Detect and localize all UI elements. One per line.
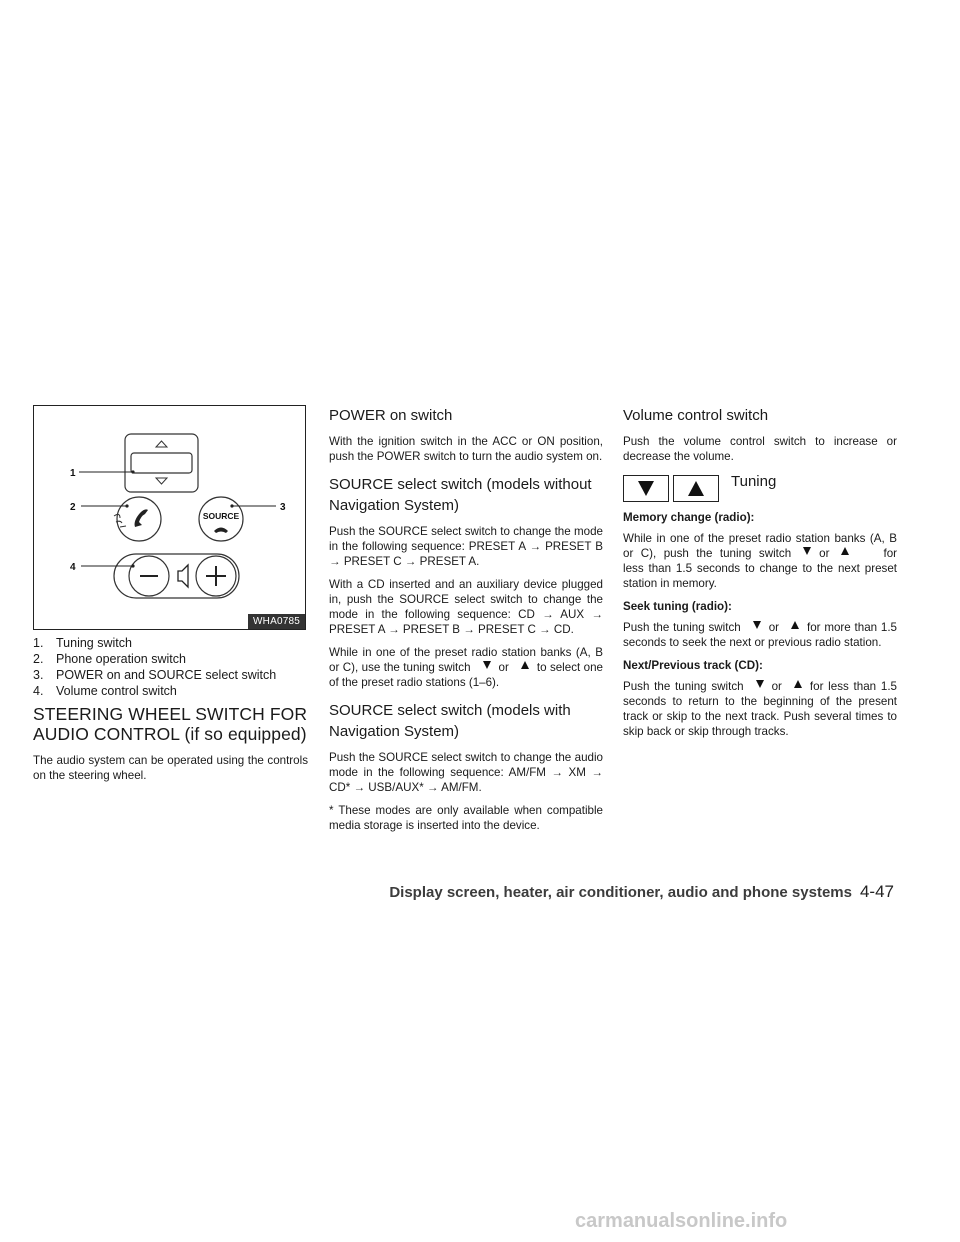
figure-legend (33, 635, 308, 699)
source-no-nav-paragraph-3 (329, 645, 603, 690)
tuning-header (623, 472, 897, 504)
track-paragraph (623, 679, 897, 739)
legend-text: Phone operation switch (56, 652, 186, 666)
tuning-up-icon (791, 621, 799, 629)
callout-dot-2 (125, 504, 128, 507)
hangup-icon (214, 528, 228, 534)
legend-num: 2. (33, 652, 44, 666)
legend-num: 1. (33, 636, 44, 650)
left-column (33, 405, 308, 791)
text-run: While in one of the preset radio station banks (A, B or C), push the tuning switch (623, 532, 897, 560)
text-run: or (819, 547, 830, 560)
legend-item (33, 635, 308, 651)
memory-paragraph (623, 531, 897, 591)
legend-item (33, 651, 308, 667)
text-run: Push the tuning switch (623, 680, 744, 693)
figure-code: WHA0785 (248, 614, 305, 629)
text-run: to select one of the preset radio stations (1–6). (329, 661, 604, 689)
right-column (623, 405, 897, 747)
text-run: for less than 1.5 seconds to return to the beginning of the present track or skip to the next track. Push several times to skip back or skip through tracks. (623, 680, 897, 738)
tuning-up-button-icon (673, 475, 719, 502)
intro-paragraph: The audio system can be operated using the controls on the steering wheel. (33, 754, 308, 782)
steering-switch-diagram (34, 406, 305, 629)
volume-heading: Volume control switch (623, 407, 769, 424)
track-heading: Next/Previous track (CD): (623, 659, 763, 672)
watermark: carmanualsonline.info (575, 1210, 788, 1232)
speaker-icon (178, 565, 188, 587)
source-no-nav-heading: SOURCE select switch (models without Navigation System) (329, 476, 592, 514)
page-number: 4-47 (859, 882, 894, 901)
tuning-up-icon (794, 680, 802, 688)
source-nav-note: * These modes are only available when compatible media storage is inserted into the device. (329, 804, 603, 832)
text-run: for less than 1.5 seconds to change to the next preset station in memory. (623, 547, 897, 590)
tuning-down-icon (803, 547, 811, 555)
phone-handset-icon (135, 509, 148, 527)
seek-heading: Seek tuning (radio): (623, 600, 732, 613)
section-title: Display screen, heater, air conditioner, audio and phone systems (389, 884, 852, 901)
text-run: or (771, 680, 782, 693)
text-run: or (768, 621, 780, 634)
memory-heading: Memory change (radio): (623, 511, 755, 524)
tuning-down-arrow-icon (156, 478, 167, 484)
power-heading: POWER on switch (329, 407, 453, 424)
power-paragraph: With the ignition switch in the ACC or ON position, push the POWER switch to turn the audio system on. (329, 435, 603, 463)
tuning-down-icon (753, 621, 761, 629)
volume-paragraph: Push the volume control switch to increase or decrease the volume. (623, 435, 897, 463)
tuning-down-icon (483, 661, 491, 669)
text-run: While in one of the preset radio station banks (A, B or C), use the tuning switch (329, 646, 603, 674)
tuning-up-icon (841, 547, 849, 555)
source-button-text: SOURCE (202, 511, 240, 521)
legend-text: POWER on and SOURCE select switch (56, 668, 277, 682)
tuning-down-button-icon (623, 475, 669, 502)
callout-3: 3 (280, 502, 286, 513)
legend-num: 3. (33, 668, 44, 682)
legend-text: Volume control switch (56, 684, 177, 698)
seek-paragraph (623, 620, 897, 650)
callout-dot-4 (131, 564, 134, 567)
text-run: Push the tuning switch (623, 621, 741, 634)
legend-num: 4. (33, 684, 44, 698)
callout-dot-1 (131, 470, 134, 473)
callout-dot-3 (230, 504, 233, 507)
text-run: for more than 1.5 seconds to seek the next or previous radio station. (623, 621, 897, 649)
source-nav-paragraph: Push the SOURCE select switch to change the audio mode in the following sequence: AM/FM → XM → CD* → USB/AUX* → AM/FM. (329, 751, 603, 794)
legend-text: Tuning switch (56, 636, 132, 650)
tuning-down-icon (756, 680, 764, 688)
callout-2: 2 (70, 502, 76, 513)
tuning-label: Tuning (731, 472, 777, 490)
text-run: or (498, 661, 509, 674)
tuning-up-arrow-icon (156, 441, 167, 447)
page-footer (0, 882, 894, 902)
steering-switch-figure (33, 405, 306, 630)
voice-icon (114, 514, 126, 527)
legend-item (33, 667, 308, 683)
source-nav-heading: SOURCE select switch (models with Navigation System) (329, 702, 571, 740)
tuning-up-icon (521, 661, 529, 669)
middle-column (329, 405, 603, 841)
section-heading: STEERING WHEEL SWITCH FOR AUDIO CONTROL (if so equipped) (33, 704, 308, 744)
callout-1: 1 (70, 468, 76, 479)
callout-4: 4 (70, 562, 76, 573)
legend-item (33, 683, 308, 699)
source-no-nav-paragraph-1: Push the SOURCE select switch to change the mode in the following sequence: PRESET A → PRESET B → PRESET C → PRESET A. (329, 525, 603, 568)
tuning-switch-window (131, 453, 192, 473)
source-no-nav-paragraph-2: With a CD inserted and an auxiliary device plugged in, push the SOURCE select switch to change the mode in the following sequence: CD → AUX → PRESET A → PRESET B → PRESET C → CD. (329, 578, 603, 636)
